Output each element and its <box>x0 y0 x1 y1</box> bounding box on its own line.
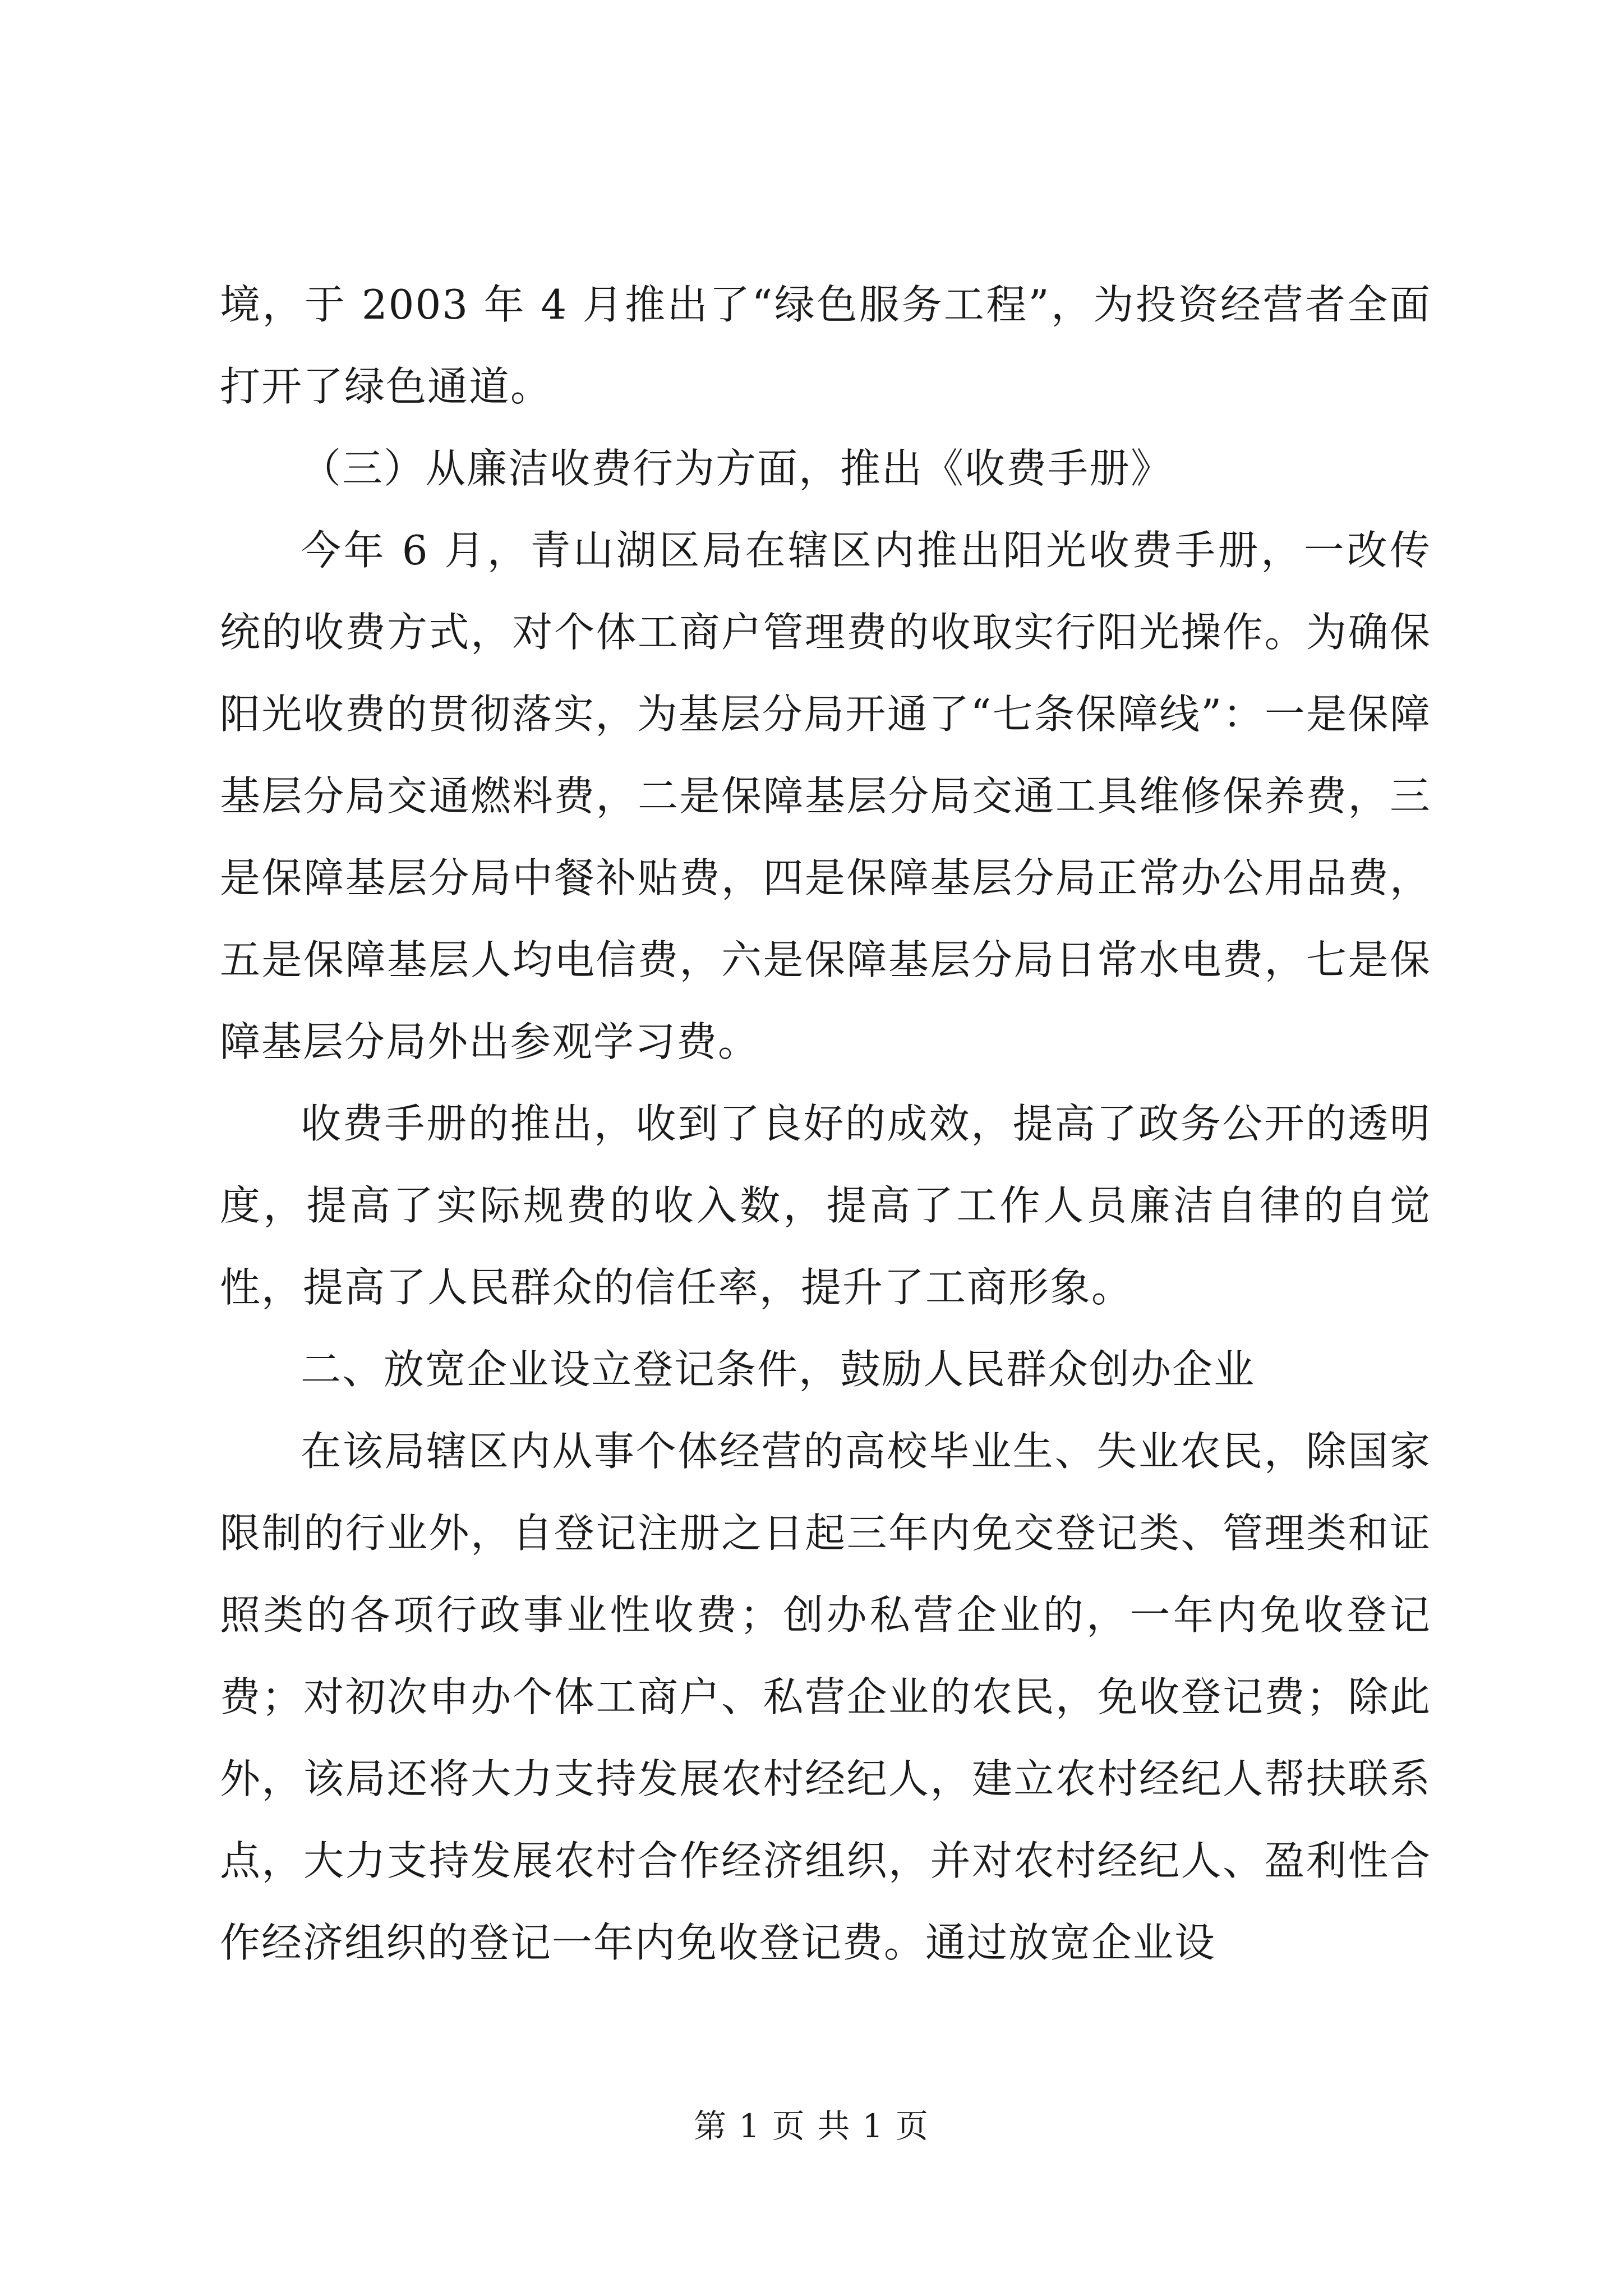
subheading-fee-manual: （三）从廉洁收费行为方面，推出《收费手册》 <box>301 445 1173 492</box>
page-footer: 第 1 页 共 1 页 <box>694 2107 929 2145</box>
paragraph-registration-relief: 在该局辖区内从事个体经营的高校毕业生、失业农民，除国家限制的行业外，自登记注册之日起三年内免交登记类、管理类和证照类的各项行政事业性收费；创办私营企业的，一年内免收登记费；对初次申办个体工商户、私营企业的农民，免收登记费；除此外，该局还将大力支持发展农村经纪人，建立农村经纪人帮扶联系点，大力支持发展农村合作经济组织，并对农村经纪人、盈利性合作经济组织的登记一年内免收登记费。通过放宽企业设 <box>220 1428 1431 1966</box>
paragraph-sunshine-fees: 今年 6 月，青山湖区局在辖区内推出阳光收费手册，一改传统的收费方式，对个体工商户管理费的收取实行阳光操作。为确保阳光收费的贯彻落实，为基层分局开通了“七条保障线”：一是保障基层分局交通燃料费，二是保障基层分局交通工具维修保养费，三是保障基层分局中餐补贴费，四是保障基层分局正常办公用品费，五是保障基层人均电信费，六是保障基层分局日常水电费，七是保障基层分局外出参观学习费。 <box>220 527 1431 1065</box>
paragraph-continuation: 境，于 2003 年 4 月推出了“绿色服务工程”，为投资经营者全面打开了绿色通道。 <box>220 281 1431 410</box>
section-heading-two: 二、放宽企业设立登记条件，鼓励人民群众创办企业 <box>301 1346 1256 1393</box>
document-body <box>220 264 1431 1984</box>
paragraph-fee-manual-results: 收费手册的推出，收到了良好的成效，提高了政务公开的透明度，提高了实际规费的收入数，提高了工作人员廉洁自律的自觉性，提高了人民群众的信任率，提升了工商形象。 <box>220 1100 1431 1311</box>
